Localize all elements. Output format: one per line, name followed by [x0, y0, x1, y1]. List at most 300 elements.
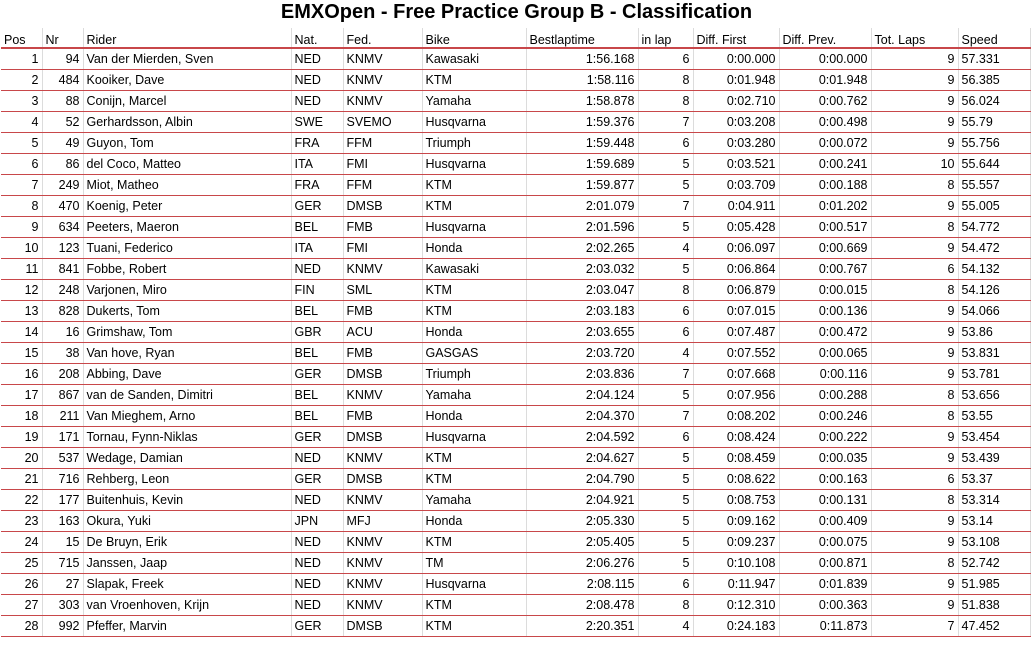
cell-diff-prev: 0:11.873: [779, 616, 871, 637]
cell-diff-first: 0:24.183: [693, 616, 779, 637]
cell-bestlaptime: 2:03.032: [526, 259, 638, 280]
cell-diff-prev: 0:00.871: [779, 553, 871, 574]
cell-tot-laps: 9: [871, 70, 958, 91]
cell-bike: Honda: [422, 511, 526, 532]
cell-bestlaptime: 1:58.878: [526, 91, 638, 112]
cell-speed: 54.066: [958, 301, 1030, 322]
cell-nat: NED: [291, 259, 343, 280]
cell-fed: DMSB: [343, 427, 422, 448]
cell-bestlaptime: 2:01.596: [526, 217, 638, 238]
cell-speed: 54.772: [958, 217, 1030, 238]
col-header-tot-laps: Tot. Laps: [871, 28, 958, 48]
cell-in-lap: 5: [638, 511, 693, 532]
table-row: [1, 322, 1030, 343]
cell-diff-prev: 0:00.136: [779, 301, 871, 322]
cell-rider: Pfeffer, Marvin: [83, 616, 291, 637]
cell-speed: 51.985: [958, 574, 1030, 595]
cell-tot-laps: 9: [871, 238, 958, 259]
cell-in-lap: 7: [638, 364, 693, 385]
cell-bestlaptime: 2:03.047: [526, 280, 638, 301]
cell-tot-laps: 8: [871, 175, 958, 196]
cell-fed: KNMV: [343, 48, 422, 70]
table-row: [1, 217, 1030, 238]
cell-diff-first: 0:03.709: [693, 175, 779, 196]
cell-rider: Kooiker, Dave: [83, 70, 291, 91]
cell-tot-laps: 9: [871, 343, 958, 364]
cell-tot-laps: 8: [871, 490, 958, 511]
table-row: [1, 469, 1030, 490]
cell-speed: 53.454: [958, 427, 1030, 448]
cell-rider: Varjonen, Miro: [83, 280, 291, 301]
cell-fed: KNMV: [343, 532, 422, 553]
cell-bestlaptime: 1:59.448: [526, 133, 638, 154]
cell-speed: 52.742: [958, 553, 1030, 574]
cell-in-lap: 5: [638, 490, 693, 511]
table-row: [1, 154, 1030, 175]
cell-nr: 537: [42, 448, 83, 469]
table-row: [1, 532, 1030, 553]
cell-bike: Honda: [422, 238, 526, 259]
cell-in-lap: 4: [638, 238, 693, 259]
cell-pos: 15: [1, 343, 42, 364]
table-row: [1, 364, 1030, 385]
cell-tot-laps: 9: [871, 196, 958, 217]
cell-speed: 54.472: [958, 238, 1030, 259]
cell-pos: 28: [1, 616, 42, 637]
cell-pos: 1: [1, 48, 42, 70]
table-row: [1, 427, 1030, 448]
cell-in-lap: 7: [638, 112, 693, 133]
col-header-in-lap: in lap: [638, 28, 693, 48]
cell-nr: 249: [42, 175, 83, 196]
cell-rider: Guyon, Tom: [83, 133, 291, 154]
cell-nr: 841: [42, 259, 83, 280]
cell-bike: Yamaha: [422, 490, 526, 511]
cell-in-lap: 4: [638, 343, 693, 364]
table-row: [1, 91, 1030, 112]
cell-in-lap: 8: [638, 595, 693, 616]
cell-fed: DMSB: [343, 469, 422, 490]
cell-nat: NED: [291, 448, 343, 469]
cell-pos: 20: [1, 448, 42, 469]
cell-speed: 51.838: [958, 595, 1030, 616]
cell-nr: 27: [42, 574, 83, 595]
cell-bike: Honda: [422, 406, 526, 427]
cell-rider: Conijn, Marcel: [83, 91, 291, 112]
cell-nat: FIN: [291, 280, 343, 301]
cell-nat: GER: [291, 364, 343, 385]
cell-diff-prev: 0:00.072: [779, 133, 871, 154]
col-header-speed: Speed: [958, 28, 1030, 48]
cell-rider: Van hove, Ryan: [83, 343, 291, 364]
cell-bike: KTM: [422, 469, 526, 490]
cell-rider: Slapak, Freek: [83, 574, 291, 595]
cell-in-lap: 8: [638, 280, 693, 301]
cell-bike: Husqvarna: [422, 427, 526, 448]
cell-bestlaptime: 2:03.720: [526, 343, 638, 364]
cell-fed: KNMV: [343, 259, 422, 280]
cell-bestlaptime: 2:04.921: [526, 490, 638, 511]
cell-speed: 53.831: [958, 343, 1030, 364]
cell-nr: 15: [42, 532, 83, 553]
cell-fed: DMSB: [343, 364, 422, 385]
cell-speed: 57.331: [958, 48, 1030, 70]
cell-fed: MFJ: [343, 511, 422, 532]
cell-nr: 992: [42, 616, 83, 637]
page-title: EMXOpen - Free Practice Group B - Classification: [280, 1, 753, 23]
cell-nat: NED: [291, 595, 343, 616]
cell-bike: KTM: [422, 448, 526, 469]
cell-diff-prev: 0:00.498: [779, 112, 871, 133]
cell-fed: KNMV: [343, 595, 422, 616]
cell-bike: KTM: [422, 175, 526, 196]
cell-bestlaptime: 2:04.627: [526, 448, 638, 469]
cell-diff-first: 0:07.015: [693, 301, 779, 322]
cell-diff-prev: 0:01.839: [779, 574, 871, 595]
cell-diff-prev: 0:00.116: [779, 364, 871, 385]
cell-speed: 56.024: [958, 91, 1030, 112]
cell-bike: Kawasaki: [422, 48, 526, 70]
table-row: [1, 385, 1030, 406]
cell-bike: TM: [422, 553, 526, 574]
cell-diff-first: 0:09.237: [693, 532, 779, 553]
cell-diff-first: 0:10.108: [693, 553, 779, 574]
cell-in-lap: 6: [638, 301, 693, 322]
cell-nat: NED: [291, 91, 343, 112]
cell-pos: 16: [1, 364, 42, 385]
cell-rider: Dukerts, Tom: [83, 301, 291, 322]
cell-tot-laps: 7: [871, 616, 958, 637]
cell-in-lap: 6: [638, 133, 693, 154]
cell-tot-laps: 8: [871, 280, 958, 301]
cell-diff-first: 0:08.202: [693, 406, 779, 427]
cell-rider: Okura, Yuki: [83, 511, 291, 532]
cell-diff-first: 0:02.710: [693, 91, 779, 112]
cell-bestlaptime: 2:08.115: [526, 574, 638, 595]
cell-diff-prev: 0:00.241: [779, 154, 871, 175]
cell-fed: KNMV: [343, 574, 422, 595]
cell-pos: 3: [1, 91, 42, 112]
cell-nat: GER: [291, 469, 343, 490]
cell-bike: Husqvarna: [422, 154, 526, 175]
cell-nr: 38: [42, 343, 83, 364]
cell-diff-first: 0:03.521: [693, 154, 779, 175]
cell-nat: NED: [291, 490, 343, 511]
cell-in-lap: 6: [638, 322, 693, 343]
cell-diff-first: 0:09.162: [693, 511, 779, 532]
cell-nr: 16: [42, 322, 83, 343]
cell-diff-prev: 0:00.472: [779, 322, 871, 343]
cell-diff-first: 0:08.424: [693, 427, 779, 448]
cell-pos: 22: [1, 490, 42, 511]
cell-in-lap: 6: [638, 574, 693, 595]
cell-nr: 634: [42, 217, 83, 238]
col-header-nat: Nat.: [291, 28, 343, 48]
cell-nat: GER: [291, 196, 343, 217]
cell-rider: van Vroenhoven, Krijn: [83, 595, 291, 616]
cell-tot-laps: 9: [871, 448, 958, 469]
cell-bike: Husqvarna: [422, 112, 526, 133]
cell-fed: SVEMO: [343, 112, 422, 133]
cell-fed: FMB: [343, 301, 422, 322]
cell-diff-prev: 0:00.246: [779, 406, 871, 427]
cell-bike: KTM: [422, 532, 526, 553]
cell-tot-laps: 8: [871, 406, 958, 427]
cell-fed: ACU: [343, 322, 422, 343]
cell-bestlaptime: 2:08.478: [526, 595, 638, 616]
cell-pos: 4: [1, 112, 42, 133]
cell-in-lap: 6: [638, 427, 693, 448]
cell-bestlaptime: 1:58.116: [526, 70, 638, 91]
cell-diff-prev: 0:00.000: [779, 48, 871, 70]
cell-speed: 53.14: [958, 511, 1030, 532]
cell-diff-first: 0:05.428: [693, 217, 779, 238]
cell-pos: 21: [1, 469, 42, 490]
cell-nat: NED: [291, 532, 343, 553]
table-row: [1, 595, 1030, 616]
cell-pos: 24: [1, 532, 42, 553]
cell-nat: BEL: [291, 301, 343, 322]
cell-bike: Triumph: [422, 133, 526, 154]
cell-tot-laps: 9: [871, 574, 958, 595]
cell-nat: GBR: [291, 322, 343, 343]
cell-pos: 23: [1, 511, 42, 532]
cell-nr: 828: [42, 301, 83, 322]
cell-rider: Janssen, Jaap: [83, 553, 291, 574]
cell-speed: 55.005: [958, 196, 1030, 217]
cell-nat: ITA: [291, 154, 343, 175]
cell-tot-laps: 8: [871, 385, 958, 406]
cell-bestlaptime: 2:03.183: [526, 301, 638, 322]
cell-bike: KTM: [422, 280, 526, 301]
cell-rider: Wedage, Damian: [83, 448, 291, 469]
cell-pos: 2: [1, 70, 42, 91]
cell-rider: Van Mieghem, Arno: [83, 406, 291, 427]
cell-tot-laps: 8: [871, 553, 958, 574]
cell-fed: KNMV: [343, 553, 422, 574]
col-header-bike: Bike: [422, 28, 526, 48]
cell-bestlaptime: 2:01.079: [526, 196, 638, 217]
cell-in-lap: 5: [638, 154, 693, 175]
cell-bike: GASGAS: [422, 343, 526, 364]
table-row: [1, 48, 1030, 70]
cell-bike: KTM: [422, 616, 526, 637]
cell-tot-laps: 9: [871, 364, 958, 385]
cell-diff-first: 0:00.000: [693, 48, 779, 70]
cell-bike: Honda: [422, 322, 526, 343]
cell-diff-prev: 0:00.517: [779, 217, 871, 238]
cell-in-lap: 7: [638, 406, 693, 427]
cell-diff-prev: 0:00.288: [779, 385, 871, 406]
cell-bestlaptime: 2:03.655: [526, 322, 638, 343]
table-row: [1, 280, 1030, 301]
cell-tot-laps: 9: [871, 112, 958, 133]
cell-pos: 12: [1, 280, 42, 301]
table-row: [1, 490, 1030, 511]
cell-nr: 248: [42, 280, 83, 301]
cell-pos: 9: [1, 217, 42, 238]
cell-diff-first: 0:06.097: [693, 238, 779, 259]
cell-pos: 10: [1, 238, 42, 259]
cell-rider: Koenig, Peter: [83, 196, 291, 217]
cell-fed: DMSB: [343, 196, 422, 217]
cell-diff-prev: 0:00.075: [779, 532, 871, 553]
table-row: [1, 70, 1030, 91]
cell-bestlaptime: 2:02.265: [526, 238, 638, 259]
table-row: [1, 133, 1030, 154]
cell-nr: 86: [42, 154, 83, 175]
cell-bike: Husqvarna: [422, 217, 526, 238]
cell-rider: Miot, Matheo: [83, 175, 291, 196]
col-header-pos: Pos: [1, 28, 42, 48]
cell-nr: 123: [42, 238, 83, 259]
cell-diff-prev: 0:00.015: [779, 280, 871, 301]
cell-rider: De Bruyn, Erik: [83, 532, 291, 553]
cell-rider: Grimshaw, Tom: [83, 322, 291, 343]
cell-rider: Buitenhuis, Kevin: [83, 490, 291, 511]
cell-bike: KTM: [422, 301, 526, 322]
cell-pos: 17: [1, 385, 42, 406]
cell-diff-first: 0:06.864: [693, 259, 779, 280]
cell-nat: BEL: [291, 343, 343, 364]
cell-diff-first: 0:11.947: [693, 574, 779, 595]
cell-tot-laps: 9: [871, 133, 958, 154]
cell-bike: Yamaha: [422, 385, 526, 406]
cell-rider: Tuani, Federico: [83, 238, 291, 259]
cell-tot-laps: 9: [871, 532, 958, 553]
cell-in-lap: 8: [638, 91, 693, 112]
cell-diff-first: 0:07.487: [693, 322, 779, 343]
cell-diff-first: 0:07.956: [693, 385, 779, 406]
cell-bike: Kawasaki: [422, 259, 526, 280]
cell-nat: GER: [291, 427, 343, 448]
cell-tot-laps: 9: [871, 322, 958, 343]
cell-speed: 53.37: [958, 469, 1030, 490]
cell-bestlaptime: 2:06.276: [526, 553, 638, 574]
cell-in-lap: 4: [638, 616, 693, 637]
cell-pos: 25: [1, 553, 42, 574]
cell-pos: 19: [1, 427, 42, 448]
cell-rider: Gerhardsson, Albin: [83, 112, 291, 133]
cell-in-lap: 5: [638, 175, 693, 196]
cell-diff-first: 0:03.280: [693, 133, 779, 154]
cell-rider: Peeters, Maeron: [83, 217, 291, 238]
cell-in-lap: 5: [638, 532, 693, 553]
cell-nr: 163: [42, 511, 83, 532]
cell-speed: 53.439: [958, 448, 1030, 469]
cell-bike: Yamaha: [422, 91, 526, 112]
cell-pos: 7: [1, 175, 42, 196]
cell-speed: 56.385: [958, 70, 1030, 91]
cell-tot-laps: 9: [871, 427, 958, 448]
cell-bestlaptime: 2:20.351: [526, 616, 638, 637]
cell-nat: ITA: [291, 238, 343, 259]
cell-nat: FRA: [291, 133, 343, 154]
cell-diff-first: 0:03.208: [693, 112, 779, 133]
cell-pos: 26: [1, 574, 42, 595]
cell-in-lap: 6: [638, 48, 693, 70]
cell-rider: van de Sanden, Dimitri: [83, 385, 291, 406]
cell-diff-prev: 0:01.948: [779, 70, 871, 91]
cell-fed: KNMV: [343, 91, 422, 112]
cell-pos: 27: [1, 595, 42, 616]
cell-rider: Fobbe, Robert: [83, 259, 291, 280]
col-header-fed: Fed.: [343, 28, 422, 48]
cell-diff-first: 0:07.552: [693, 343, 779, 364]
cell-fed: FMB: [343, 406, 422, 427]
cell-bestlaptime: 2:05.405: [526, 532, 638, 553]
cell-tot-laps: 9: [871, 595, 958, 616]
cell-fed: KNMV: [343, 70, 422, 91]
cell-bike: KTM: [422, 595, 526, 616]
cell-speed: 53.55: [958, 406, 1030, 427]
header-row: [1, 28, 1030, 48]
cell-nat: NED: [291, 70, 343, 91]
cell-rider: Tornau, Fynn-Niklas: [83, 427, 291, 448]
col-header-nr: Nr: [42, 28, 83, 48]
cell-speed: 55.557: [958, 175, 1030, 196]
table-body: [1, 48, 1030, 637]
cell-fed: FFM: [343, 133, 422, 154]
cell-pos: 11: [1, 259, 42, 280]
cell-nr: 177: [42, 490, 83, 511]
cell-fed: FMB: [343, 343, 422, 364]
cell-in-lap: 7: [638, 196, 693, 217]
cell-in-lap: 5: [638, 259, 693, 280]
cell-pos: 18: [1, 406, 42, 427]
cell-bestlaptime: 2:04.370: [526, 406, 638, 427]
cell-speed: 53.781: [958, 364, 1030, 385]
cell-nat: SWE: [291, 112, 343, 133]
cell-nr: 94: [42, 48, 83, 70]
cell-diff-first: 0:08.459: [693, 448, 779, 469]
table-row: [1, 301, 1030, 322]
cell-nr: 470: [42, 196, 83, 217]
cell-diff-first: 0:08.753: [693, 490, 779, 511]
cell-diff-first: 0:12.310: [693, 595, 779, 616]
cell-nat: FRA: [291, 175, 343, 196]
cell-diff-first: 0:07.668: [693, 364, 779, 385]
cell-nat: NED: [291, 574, 343, 595]
cell-speed: 47.452: [958, 616, 1030, 637]
table-row: [1, 448, 1030, 469]
cell-speed: 54.132: [958, 259, 1030, 280]
cell-bestlaptime: 2:04.592: [526, 427, 638, 448]
table-row: [1, 259, 1030, 280]
cell-pos: 5: [1, 133, 42, 154]
table-row: [1, 112, 1030, 133]
cell-pos: 13: [1, 301, 42, 322]
cell-speed: 55.756: [958, 133, 1030, 154]
cell-fed: FMB: [343, 217, 422, 238]
cell-nr: 88: [42, 91, 83, 112]
cell-fed: FFM: [343, 175, 422, 196]
table-row: [1, 616, 1030, 637]
cell-tot-laps: 9: [871, 48, 958, 70]
cell-bike: Husqvarna: [422, 574, 526, 595]
cell-nat: BEL: [291, 406, 343, 427]
cell-bestlaptime: 2:05.330: [526, 511, 638, 532]
cell-bestlaptime: 1:56.168: [526, 48, 638, 70]
cell-nat: BEL: [291, 217, 343, 238]
cell-diff-prev: 0:00.767: [779, 259, 871, 280]
cell-diff-first: 0:04.911: [693, 196, 779, 217]
cell-fed: FMI: [343, 154, 422, 175]
cell-nr: 716: [42, 469, 83, 490]
cell-nr: 867: [42, 385, 83, 406]
cell-pos: 6: [1, 154, 42, 175]
table-row: [1, 511, 1030, 532]
